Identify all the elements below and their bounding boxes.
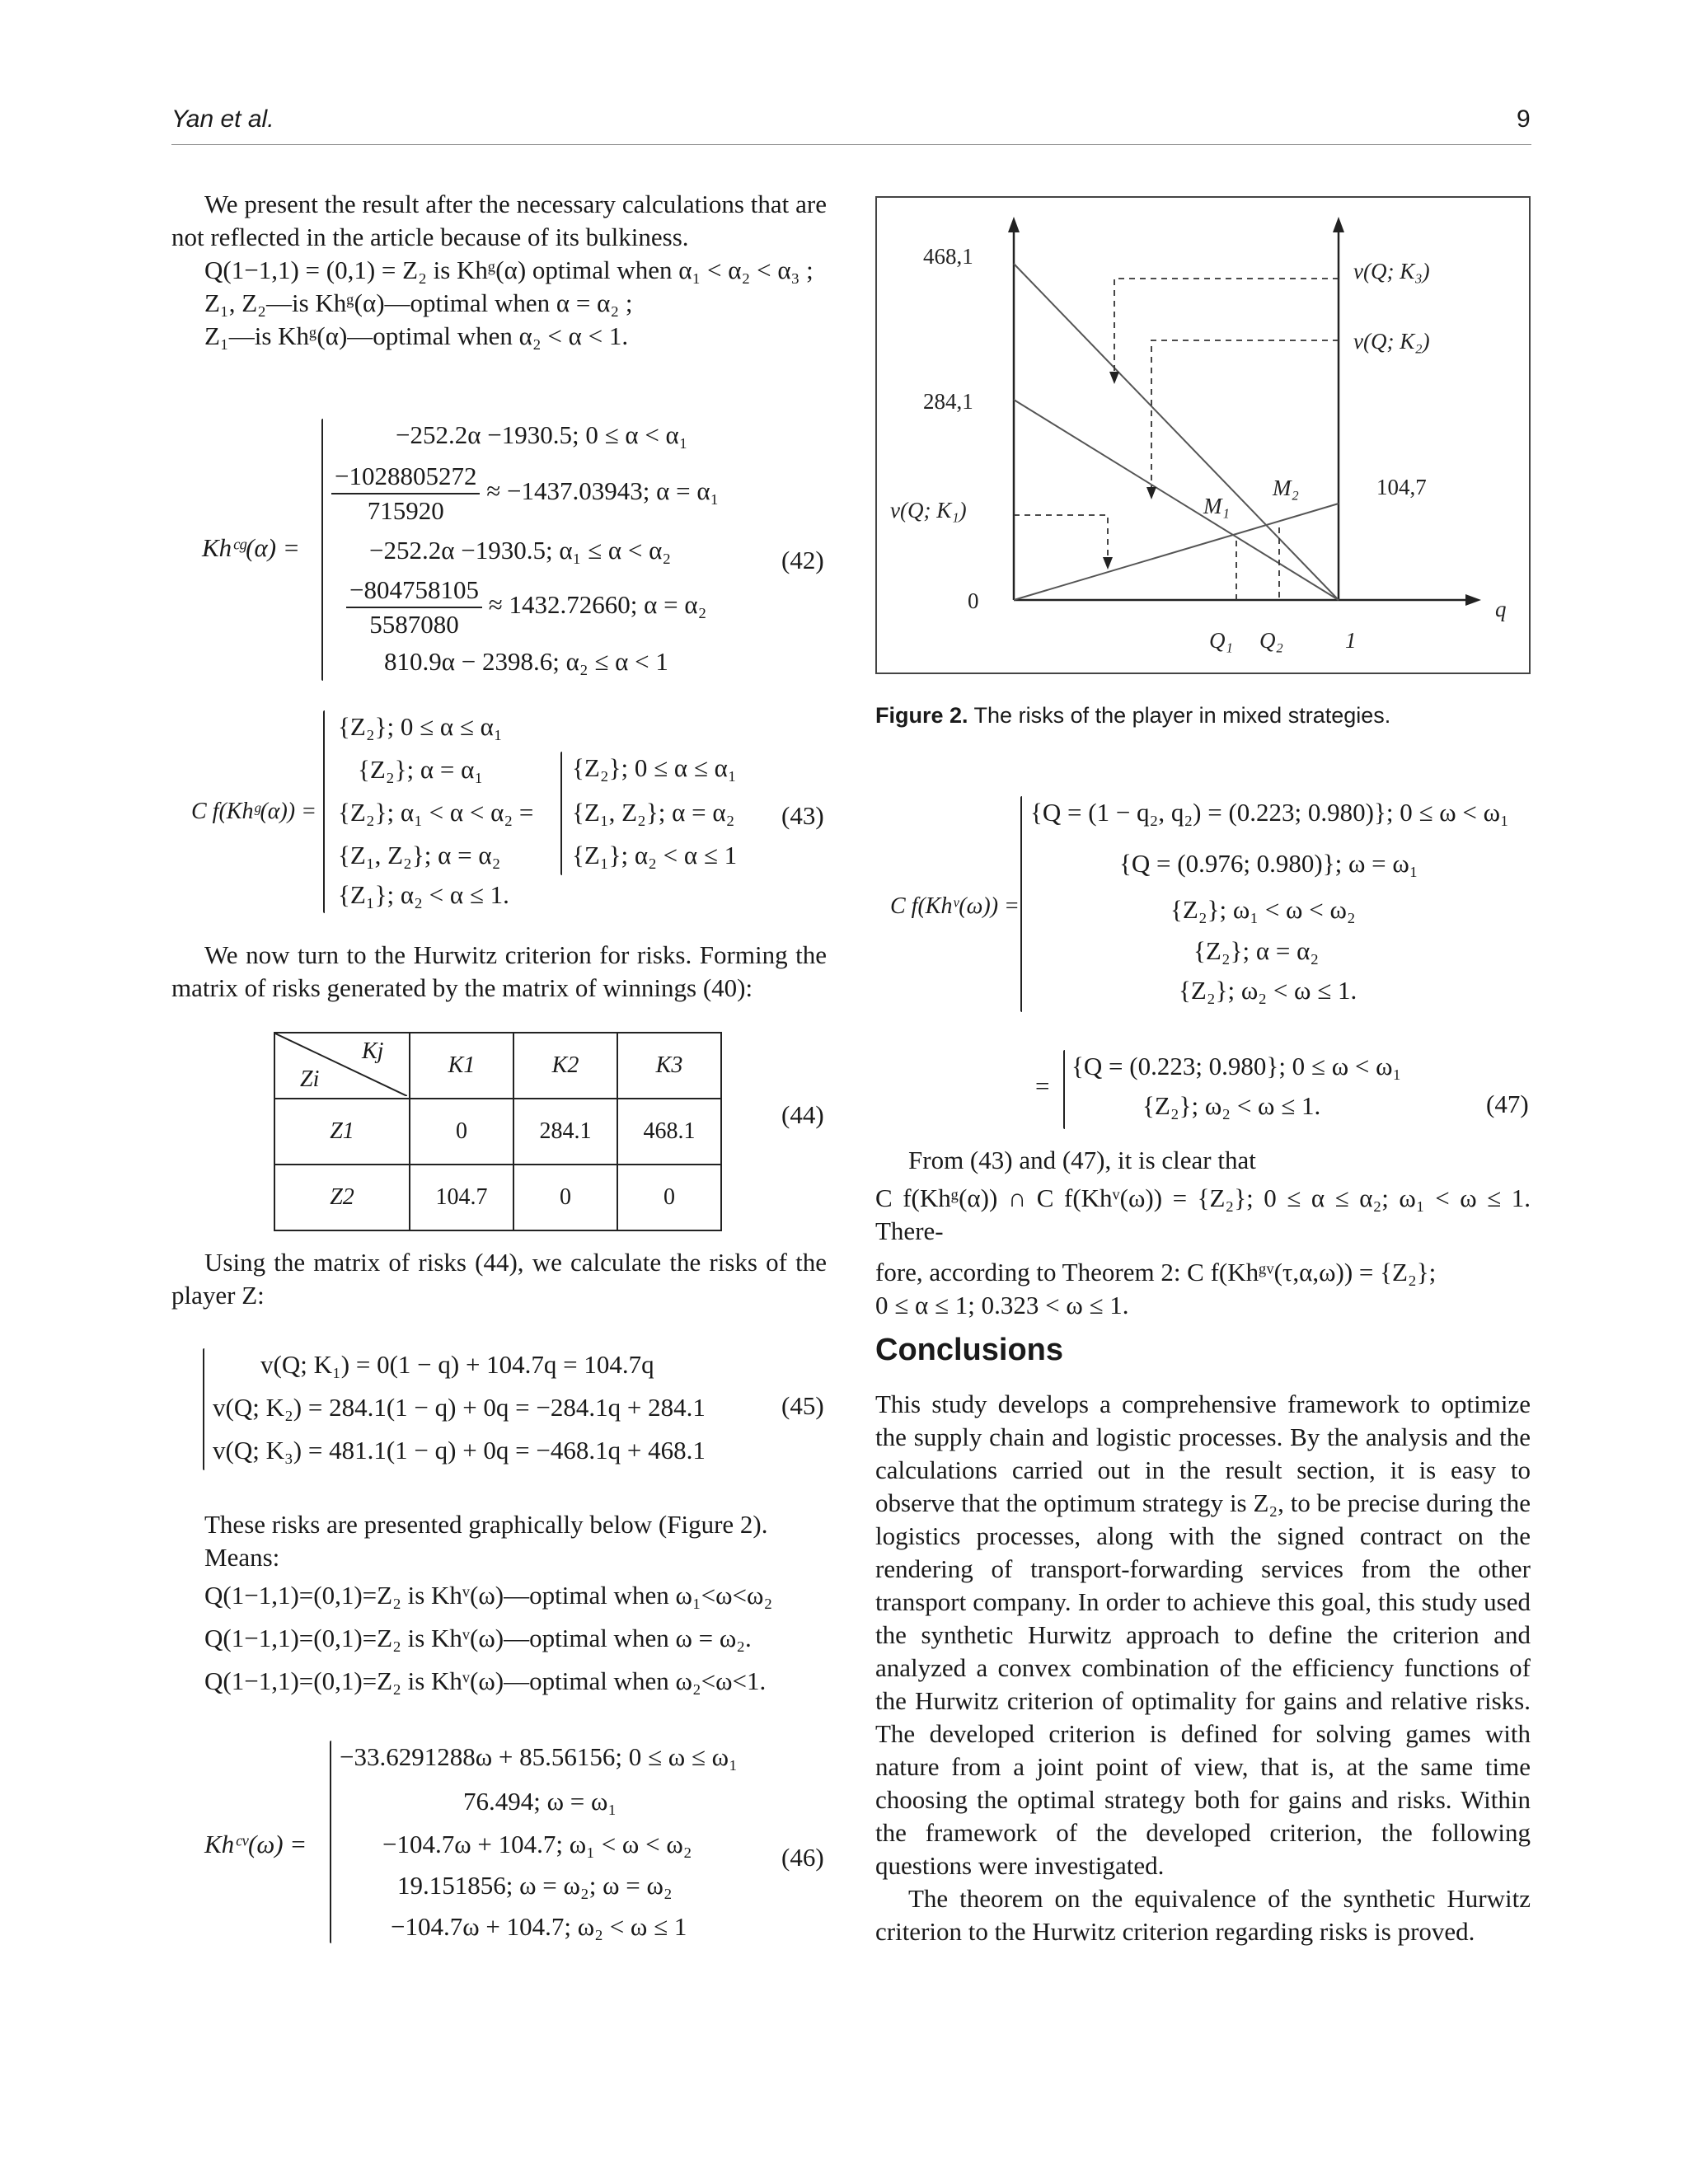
means-label: Means: (204, 1543, 280, 1572)
eq42-lhs: Khᶜᵍ(α) = (202, 533, 300, 562)
label-m1: M₁ (1203, 494, 1230, 518)
eq45-brace (203, 1348, 204, 1470)
from-block (875, 1144, 1531, 1322)
means-line-3: Q(1−1,1)=(0,1)=Z₂ is Khᵛ(ω)—optimal when ω₂<ω<1. (204, 1666, 767, 1695)
eq43-brace-right (560, 752, 562, 875)
hurwitz-block (171, 939, 827, 1005)
eq45-row3: v(Q; K₃) = 481.1(1 − q) + 0q = −468.1q + 468.1 (213, 1436, 706, 1465)
eq46-row1: −33.6291288ω + 85.56156; 0 ≤ ω ≤ ω₁ (340, 1742, 738, 1771)
means-line-2: Q(1−1,1)=(0,1)=Z₂ is Khᵛ(ω)—optimal when ω = ω₂. (204, 1624, 752, 1652)
eq46-row3: −104.7ω + 104.7; ω₁ < ω < ω₂ (382, 1830, 692, 1858)
table-cell: 0 (410, 1099, 513, 1165)
label-104-7: 104,7 (1376, 475, 1427, 499)
figure-caption-text: The risks of the player in mixed strategies. (973, 703, 1391, 728)
risk-paragraph: Using the matrix of risks (44), we calculate the risks of the player Z: (171, 1248, 827, 1310)
optimality-line-1: Q(1−1,1) = (0,1) = Z₂ is Khᵍ(α) optimal when α₁ < α₂ < α₃ ; (204, 255, 814, 284)
eq47-brace (1020, 796, 1022, 1012)
table-cell: 468.1 (617, 1099, 721, 1165)
means-block (171, 1508, 827, 1698)
y-tick-468: 468,1 (923, 244, 973, 269)
corner-top-label: Kj (362, 1038, 384, 1064)
eq47-row4: {Z₂}; α = α₂ (1193, 936, 1320, 965)
conclusions-block (875, 1388, 1531, 1948)
risk-matrix-table (274, 1032, 722, 1231)
corner-bottom-label: Zi (300, 1066, 320, 1092)
eq47-number: (47) (1486, 1090, 1529, 1118)
label-q1: Q₁ (1209, 628, 1233, 653)
eq42-row1: −252.2α −1930.5; 0 ≤ α < α₁ (396, 420, 688, 449)
eq46-row5: −104.7ω + 104.7; ω₂ < ω ≤ 1 (391, 1912, 687, 1941)
eq43-a4: {Z₁, Z₂}; α = α₂ (338, 841, 501, 869)
header-rule (171, 144, 1531, 145)
eq43-brace-left (323, 710, 325, 913)
eq46-number: (46) (781, 1843, 824, 1872)
from-line-3: fore, according to Theorem 2: C f(Khᵍᵛ(τ,α,ω)) = {Z₂}; (875, 1258, 1437, 1286)
label-one: 1 (1345, 628, 1357, 653)
table-row-label: Z1 (274, 1099, 410, 1165)
eq42-row2: $\frac{-1028805272}{715920}$ ≈ −1437.03943; α = α₁ (331, 460, 719, 527)
conclusion-paragraph-2: The theorem on the equivalence of the synthetic Hurwitz criterion to the Hurwitz criterion regarding risks is proved. (875, 1884, 1531, 1946)
label-q2: Q₂ (1259, 628, 1283, 653)
section-title-conclusions: Conclusions (875, 1333, 1064, 1367)
table-row (274, 1099, 721, 1165)
eq42-number: (42) (781, 546, 824, 574)
figure-caption (875, 703, 1390, 729)
y-label-vk1: v(Q; K₁) (890, 498, 967, 523)
table-header-row (274, 1033, 721, 1099)
eq47-row3: {Z₂}; ω₁ < ω < ω₂ (1170, 895, 1356, 924)
intro-paragraph: We present the result after the necessary calculations that are not reflected in the article because of its bulkiness. (171, 190, 827, 251)
optimality-line-3: Z₁—is Khᵍ(α)—optimal when α₂ < α < 1. (204, 321, 629, 350)
table-cell: 284.1 (513, 1099, 617, 1165)
label-q-axis: q (1495, 597, 1507, 621)
table-row-label: Z2 (274, 1165, 410, 1230)
eq44-number: (44) (781, 1100, 824, 1129)
eq43-b3: {Z₁}; α₂ < α ≤ 1 (572, 841, 738, 869)
means-line-1: Q(1−1,1)=(0,1)=Z₂ is Khᵛ(ω)—optimal when ω₁<ω<ω₂ (204, 1581, 773, 1610)
eq43-a5: {Z₁}; α₂ < α ≤ 1. (338, 880, 509, 909)
running-header-authors: Yan et al. (171, 105, 274, 133)
eq43-b2: {Z₁, Z₂}; α = α₂ (572, 798, 735, 827)
eq46-row4: 19.151856; ω = ω₂; ω = ω₂ (397, 1871, 673, 1900)
eq43-b1: {Z₂}; 0 ≤ α ≤ α₁ (572, 753, 737, 782)
table-header-cell: K1 (410, 1033, 513, 1099)
eq43-a2: {Z₂}; α = α₁ (358, 755, 484, 784)
eq47-row7: {Z₂}; ω₂ < ω ≤ 1. (1142, 1091, 1321, 1120)
optimality-line-2: Z₁, Z₂—is Khᵍ(α)—optimal when α = α₂ ; (204, 288, 633, 317)
eq43-number: (43) (781, 801, 824, 830)
eq42-row4: $\frac{-804758105}{5587080}$ ≈ 1432.72660; α = α₂ (346, 574, 706, 641)
y-tick-284: 284,1 (923, 389, 973, 414)
conclusion-paragraph-1: This study develops a comprehensive framework to optimize the supply chain and logistic processes. By the analysis and the calculations carried out in the result section, it is easy to observe that the optimum strategy is Z₂, to be precise during the logistics processes, along with the signed contract on the rendering of transport-forwarding services from the other transport company. In order to achieve this goal, this study used the synthetic Hurwitz approach to define the criterion and analyzed a convex combination of the efficiency functions of the Hurwitz criterion of optimality for gains and relative risks. The developed criterion is defined for solving games with nature from a joint point of view, that is, at the same time choosing the optimal strategy both for gains and risks. Within the framework of the developed criterion, the following questions were investigated. (875, 1390, 1531, 1880)
eq45-row1: v(Q; K₁) = 0(1 − q) + 104.7q = 104.7q (260, 1350, 654, 1379)
table-cell: 0 (617, 1165, 721, 1230)
hurwitz-paragraph: We now turn to the Hurwitz criterion for risks. Forming the matrix of risks generated by the matrix of winnings (40): (171, 940, 827, 1002)
label-vk2: v(Q; K₂) (1353, 329, 1430, 354)
intro-block (171, 188, 827, 353)
eq43-lhs: C f(Khᵍ(α)) = (191, 799, 317, 824)
eq47-lhs: C f(Khᵛ(ω)) = (890, 893, 1020, 919)
label-vk3: v(Q; K₃) (1353, 259, 1430, 284)
figure-2-risk-graph (875, 196, 1531, 674)
from-line-4: 0 ≤ α ≤ 1; 0.323 < ω ≤ 1. (875, 1291, 1129, 1319)
eq43-a3: {Z₂}; α₁ < α < α₂ = (338, 798, 534, 827)
table-row (274, 1165, 721, 1230)
eq46-brace (330, 1741, 331, 1943)
eq47-row5: {Z₂}; ω₂ < ω ≤ 1. (1179, 976, 1357, 1005)
eq42-row3: −252.2α −1930.5; α₁ ≤ α < α₂ (369, 536, 672, 565)
eq46-row2: 76.494; ω = ω₁ (463, 1787, 617, 1816)
eq46-lhs: Khᶜᵛ(ω) = (204, 1830, 307, 1858)
page-number: 9 (1517, 105, 1531, 133)
table-corner-cell (274, 1033, 410, 1099)
graph-paragraph: These risks are presented graphically below (Figure 2). (204, 1510, 768, 1539)
table-cell: 104.7 (410, 1165, 513, 1230)
eq47-row1: {Q = (1 − q₂, q₂) = (0.223; 0.980)}; 0 ≤ ω < ω₁ (1030, 798, 1509, 827)
eq47-brace-2 (1063, 1050, 1065, 1129)
table-header-cell: K2 (513, 1033, 617, 1099)
risk-block (171, 1246, 827, 1312)
from-line-2: C f(Khᵍ(α)) ∩ C f(Khᵛ(ω)) = {Z₂}; 0 ≤ α ≤ α₂; ω₁ < ω ≤ 1. There- (875, 1183, 1531, 1245)
eq43-a1: {Z₂}; 0 ≤ α ≤ α₁ (338, 712, 503, 741)
table-cell: 0 (513, 1165, 617, 1230)
corner-diagonal (275, 1033, 407, 1096)
eq42-brace (321, 419, 323, 681)
eq45-number: (45) (781, 1391, 824, 1420)
eq47-row6: {Q = (0.223; 0.980}; 0 ≤ ω < ω₁ (1071, 1052, 1402, 1080)
table-header-cell: K3 (617, 1033, 721, 1099)
label-m2: M₂ (1273, 476, 1299, 500)
eq42-row5: 810.9α − 2398.6; α₂ ≤ α < 1 (384, 647, 668, 676)
eq47-row2: {Q = (0.976; 0.980)}; ω = ω₁ (1119, 849, 1418, 878)
y-tick-zero: 0 (968, 588, 979, 613)
eq45-row2: v(Q; K₂) = 284.1(1 − q) + 0q = −284.1q + 284.1 (213, 1393, 706, 1422)
from-line-1: From (43) and (47), it is clear that (908, 1146, 1256, 1174)
figure-caption-label: Figure 2. (875, 703, 968, 728)
eq47-equals: = (1035, 1071, 1050, 1100)
